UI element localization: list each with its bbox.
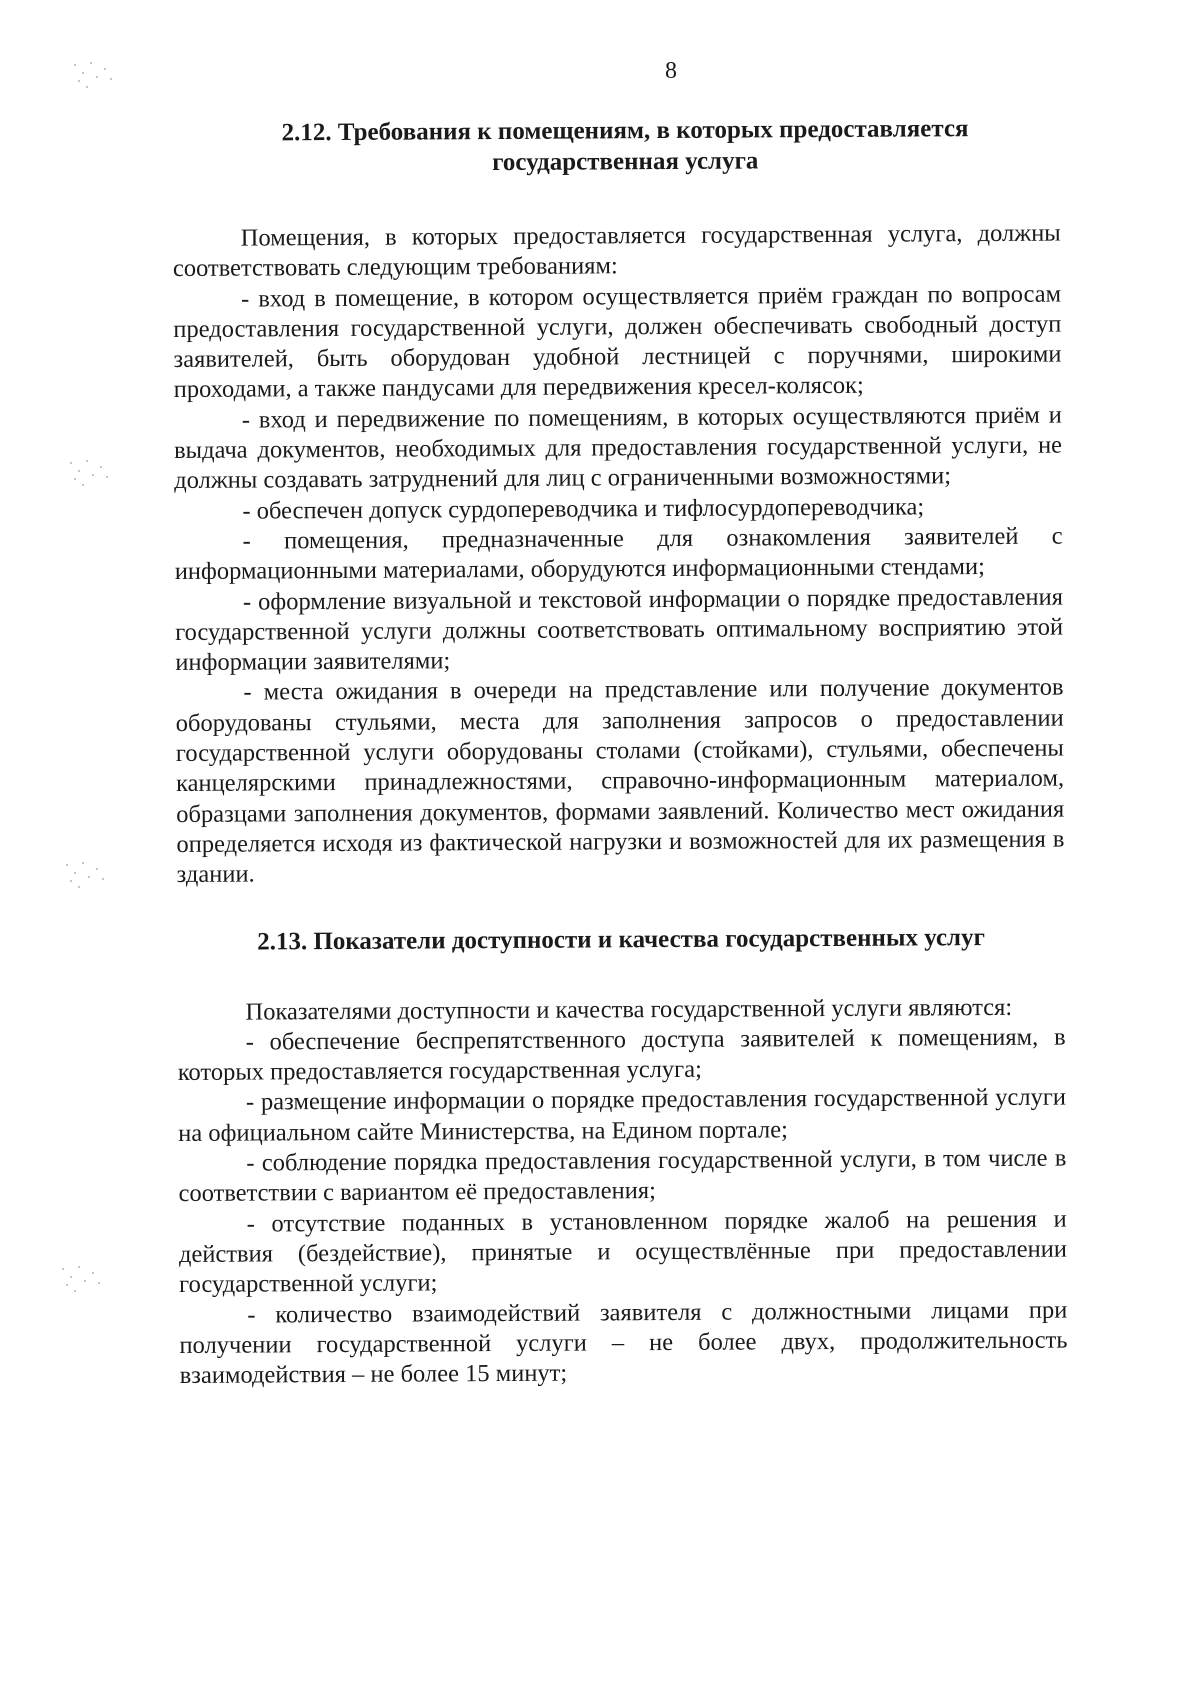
paragraph: - количество взаимодействий заявителя с должностными лицами при получении государственной услуги – не более двух, продолжительность взаимодействия – не более 15 минут; — [179, 1296, 1068, 1390]
paragraph: Показателями доступности и качества государственной услуги являются: — [245, 993, 1013, 1026]
scan-speck — [66, 456, 126, 490]
paragraph: - размещение информации о порядке предоставления государственной услуги на официальном сайте Министерства, на Едином портале; — [178, 1083, 1067, 1147]
paragraph: - вход и передвижение по помещениям, в которых осуществляются приём и выдача документов, необходимых для предоставления государственной услуги, не должны создавать затруднений для лиц с ограниченными возможностями; — [173, 401, 1063, 495]
section-heading-2-12: 2.12. Требования к помещениям, в которых предоставляется государственная услуга — [281, 115, 969, 177]
paragraph: Помещения, в которых предоставляется государственная услуга, должны соответствовать следующим требованиям: — [172, 219, 1061, 283]
paragraph: - места ожидания в очереди на представление или получение документов оборудованы стульями, места для заполнения запросов о предоставлении государственной услуги оборудованы столами (стойками), стульями, обеспечены канцелярскими принадлежностями, справочно-информационным материалом, образцами заполнения документов, формами заявлений. Количество мест ожидания определяется исходя из фактической нагрузки и возможностей для их размещения в здании. — [175, 674, 1065, 889]
document-body — [172, 113, 1068, 1392]
scan-speck — [62, 858, 122, 892]
section-2-13-body — [177, 992, 1067, 1391]
paragraph: - оформление визуальной и текстовой информации о порядке предоставления государственной услуги должны соответствовать оптимальному восприятию этой информации заявителями; — [175, 583, 1064, 677]
paragraph: - вход в помещение, в котором осуществляется приём граждан по вопросам предоставления государственной услуги, должен обеспечивать свободный доступ заявителей, быть оборудован удобной лестницей с поручнями, широкими проходами, а также пандусами для передвижения кресел-колясок; — [173, 280, 1062, 404]
section-2-12-body — [173, 219, 1065, 891]
scan-speck — [58, 1262, 118, 1296]
page-number: 8 — [665, 58, 677, 84]
paragraph: - соблюдение порядка предоставления государственной услуги, в том числе в соответствии с вариантом её предоставления; — [178, 1144, 1067, 1208]
paragraph: - отсутствие поданных в установленном порядке жалоб на решения и действия (бездействие), принятые и осуществлённые при предоставлении государственной услуги; — [178, 1205, 1068, 1299]
section-heading-2-13: 2.13. Показатели доступности и качества государственных услуг — [257, 923, 985, 956]
paragraph: - обеспечен допуск сурдопереводчика и тифлосурдопереводчика; — [242, 493, 925, 525]
paragraph: - обеспечение беспрепятственного доступа заявителей к помещениям, в которых предоставляется государственная услуга; — [177, 1023, 1066, 1087]
paragraph: - помещения, предназначенные для ознакомления заявителей с информационными материалами, оборудуются информационными стендами; — [174, 522, 1063, 586]
